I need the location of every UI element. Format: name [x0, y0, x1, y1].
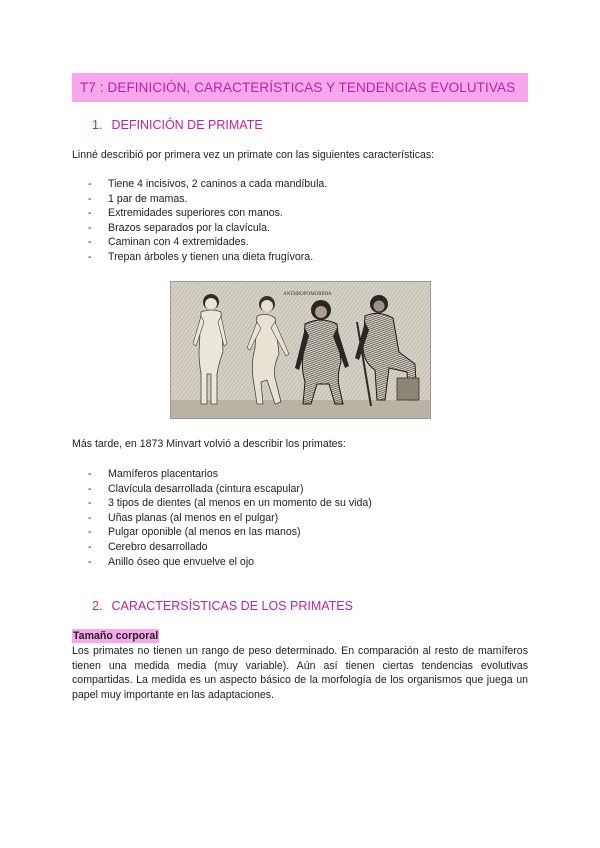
list-item: [88, 525, 372, 540]
list-item: [88, 177, 327, 192]
dash-bullet: -: [88, 236, 92, 249]
list-item-text: Clavícula desarrollada (cintura escapular): [108, 482, 304, 495]
body-size-subheading: Tamaño corporal: [73, 630, 159, 642]
mivart-intro: Más tarde, en 1873 Minvart volvió a describir los primates:: [72, 438, 346, 450]
list-item-text: Extremidades superiores con manos.: [108, 207, 283, 220]
dash-bullet: -: [88, 207, 92, 220]
section-1-heading: [92, 118, 263, 132]
list-item: [88, 467, 372, 482]
list-item-text: Brazos separados por la clavícula.: [108, 221, 270, 234]
list-item: [88, 555, 372, 570]
list-item: [88, 250, 327, 265]
body-size-paragraph: Los primates no tienen un rango de peso determinado. En comparación al resto de mamíferos tienen una medida media (muy variable). Aún así tienen ciertas tendencias evolutivas compartidas. La medida es un aspecto básico de la morfología de los organismos que juega un papel muy importante en las adaptaciones.: [72, 645, 528, 701]
primate-engraving: [171, 282, 431, 419]
dash-bullet: -: [88, 468, 92, 480]
section-2-heading: [92, 599, 353, 613]
anthropomorpha-illustration: [170, 281, 431, 419]
list-item: [88, 540, 372, 555]
list-item-text: Mamíferos placentarios: [108, 468, 219, 480]
linne-intro: Linné describió por primera vez un primate con las siguientes características:: [72, 149, 435, 161]
dash-bullet: -: [88, 526, 92, 539]
dash-bullet: -: [88, 497, 92, 510]
list-item-text: Uñas planas (al menos en el pulgar): [108, 511, 279, 524]
section-1-number: 1.: [92, 118, 103, 132]
list-item: [88, 192, 327, 207]
list-item-text: Tiene 4 incisivos, 2 caninos a cada mandíbula.: [108, 178, 328, 190]
dash-bullet: -: [88, 178, 92, 190]
dash-bullet: -: [88, 511, 92, 524]
section-1-title: DEFINICIÓN DE PRIMATE: [111, 118, 263, 132]
list-item: [88, 221, 327, 236]
list-item: [88, 511, 372, 526]
figure-caption: ANTHROPOMORPHA: [283, 292, 332, 297]
dash-bullet: -: [88, 250, 92, 263]
list-item: [88, 496, 372, 511]
list-item: [88, 235, 327, 250]
list-item-text: 1 par de mamas.: [108, 192, 188, 205]
list-item-text: Pulgar oponible (al menos en las manos): [108, 526, 301, 539]
section-2-number: 2.: [92, 599, 103, 613]
list-item-text: Trepan árboles y tienen una dieta frugívora.: [108, 250, 314, 263]
list-item-text: Caminan con 4 extremidades.: [108, 236, 249, 249]
dash-bullet: -: [88, 540, 92, 553]
dash-bullet: -: [88, 221, 92, 234]
dash-bullet: -: [88, 192, 92, 205]
dash-bullet: -: [88, 482, 92, 495]
linne-characteristics-list: [88, 177, 327, 265]
list-item: [88, 206, 327, 221]
document-title-bar: [72, 73, 528, 102]
list-item: [88, 482, 372, 497]
mivart-characteristics-list: [88, 467, 372, 569]
list-item-text: Cerebro desarrollado: [108, 540, 208, 553]
document-title: T7 : DEFINICIÓN, CARACTERÍSTICAS Y TENDENCIAS EVOLUTIVAS: [80, 80, 516, 95]
list-item-text: Anillo óseo que envuelve el ojo: [108, 555, 255, 568]
section-2-title: CARACTERSÍSTICAS DE LOS PRIMATES: [111, 599, 353, 613]
dash-bullet: -: [88, 555, 92, 568]
list-item-text: 3 tipos de dientes (al menos en un momento de su vida): [108, 497, 372, 510]
